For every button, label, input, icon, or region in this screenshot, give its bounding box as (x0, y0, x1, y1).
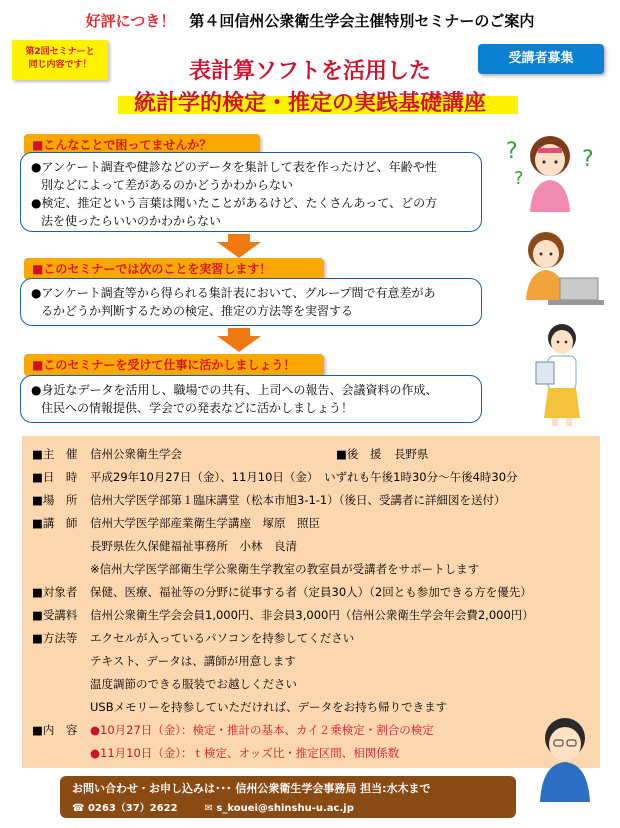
section-1-item: ●検定、推定という言葉は聞いたことがあるけど、たくさんあって、どの方 (31, 196, 438, 210)
side-note-line-1: 第2回セミナーと (25, 47, 95, 57)
place-value: 信州大学医学部第１臨床講堂（松本市旭3-1-1）（後日、受講者に詳細図を送付） (90, 493, 506, 507)
down-arrow-icon (217, 336, 261, 352)
target-value: 保健、医療、福祉等の分野に従事する者（定員30人）（2回とも参加できる方を優先） (90, 585, 532, 599)
host-label: ■主 催 (32, 447, 78, 461)
target-row (32, 584, 532, 600)
method-2: テキスト、データは、講師が用意します (90, 654, 296, 668)
lecturer-label: ■講 師 (32, 516, 78, 530)
lecturer-1: 信州大学医学部産業衛生学講座 塚原 照臣 (90, 516, 320, 530)
fee-label: ■受講料 (32, 608, 78, 622)
fee-row (32, 607, 534, 623)
confused-woman-illustration (500, 122, 600, 212)
section-1-item: ●アンケート調査や健診などのデータを集計して表を作ったけど、年齢や性 (31, 160, 437, 174)
host-value: 信州公衆衛生学会 (90, 447, 182, 461)
content-1: ●10月27日（金）：検定・推計の基本、カイ２乗検定・割合の検定 (90, 723, 434, 737)
method-row (32, 630, 354, 646)
phone-number: 0263（37）2622 (87, 803, 178, 814)
lecturer-note: ※信州大学医学部衛生学公衆衛生学教室の教室員が受講者をサポートします (90, 562, 480, 576)
arrow-stem-1 (228, 234, 250, 242)
contact-text: お問い合わせ・お申し込みは･･･ 信州公衆衛生学会事務局 担当:水木まで (72, 782, 431, 795)
date-label: ■日 時 (32, 470, 78, 484)
section-3-item: 住民への情報提供、学会での発表などに活かしましょう！ (41, 401, 354, 415)
lecturer-row (32, 515, 320, 531)
section-3-box (20, 375, 482, 423)
email-address[interactable]: s_kouei@shinshu-u.ac.jp (216, 803, 354, 814)
svg-text:?: ? (506, 139, 518, 164)
header-line (0, 10, 620, 31)
content-2: ●11月10日（金）：ｔ検定、オッズ比・推定区間、相関係数 (90, 746, 400, 760)
svg-text:?: ? (582, 147, 594, 172)
section-2-item: ●アンケート調査等から得られる集計表において、グループ間で有意差があ (31, 286, 436, 300)
place-label: ■場 所 (32, 493, 78, 507)
section-1-heading: ■こんなことで困ってませんか？ (24, 134, 260, 156)
content-label: ■内 容 (32, 723, 78, 737)
section-1-item: 別などによって差があるのかどうかわからない (41, 178, 294, 192)
support-row (336, 446, 429, 462)
support-value: 長野県 (394, 447, 429, 461)
page-title-line-1: 表計算ソフトを活用した (188, 59, 431, 84)
page-title-line-2: 統計学的検定・推定の実践基礎講座 (133, 91, 486, 116)
section-1-item: 法を使ったらいいのかわからない (41, 214, 222, 228)
seminar-announcement: 第４回信州公衆衛生学会主催特別セミナーのご案内 (189, 12, 535, 30)
target-label: ■対象者 (32, 585, 78, 599)
method-4: USBメモリーを持参していただければ、データをお持ち帰りできます (90, 700, 448, 714)
down-arrow-icon (217, 242, 261, 258)
place-row (32, 492, 506, 508)
section-3-item: ●身近なデータを活用し、職場での共有、上司への報告、会議資料の作成、 (31, 383, 438, 397)
section-1-box (20, 152, 482, 232)
section-2-item: るかどうか判断するための検定、推定の方法等を実習する (41, 304, 354, 318)
method-1: エクセルが入っているパソコンを持参してください (90, 631, 355, 645)
woman-at-laptop-illustration (508, 220, 608, 310)
fee-value: 信州公衆衛生学会会員1,000円、非会員3,000円（信州公衆衛生学会年会費2,000円） (90, 608, 534, 622)
phone-icon: ☎ (72, 803, 85, 814)
date-row (32, 469, 518, 485)
section-2-heading: ■このセミナーでは次のことを実習します！ (24, 258, 324, 280)
contact-footer (60, 776, 516, 818)
woman-with-clipboard-illustration (522, 318, 602, 428)
man-illustration (530, 712, 600, 802)
lecturer-2: 長野県佐久保健福祉事務所 小林 良清 (90, 539, 297, 553)
envelope-icon: ✉ (204, 803, 213, 814)
svg-text:?: ? (514, 168, 524, 189)
arrow-stem-2 (228, 328, 250, 336)
section-2-box (20, 278, 482, 326)
method-label: ■方法等 (32, 631, 78, 645)
section-3-heading: ■このセミナーを受けて仕事に活かしましょう！ (24, 354, 324, 376)
recruit-badge: 受講者募集 (478, 44, 604, 74)
event-details-panel (22, 436, 600, 768)
host-row (32, 446, 182, 462)
contact-details (72, 799, 504, 814)
side-note-line-2: 同じ内容です！ (28, 60, 92, 70)
popular-label: 好評につき！ (85, 12, 176, 30)
date-value: 平成29年10月27日（金）、11月10日（金） いずれも午後1時30分～午後4時30分 (90, 470, 518, 484)
content-row (32, 722, 434, 738)
support-label: ■後 援 (336, 447, 382, 461)
method-3: 温度調節のできる服装でお越しください (90, 677, 297, 691)
